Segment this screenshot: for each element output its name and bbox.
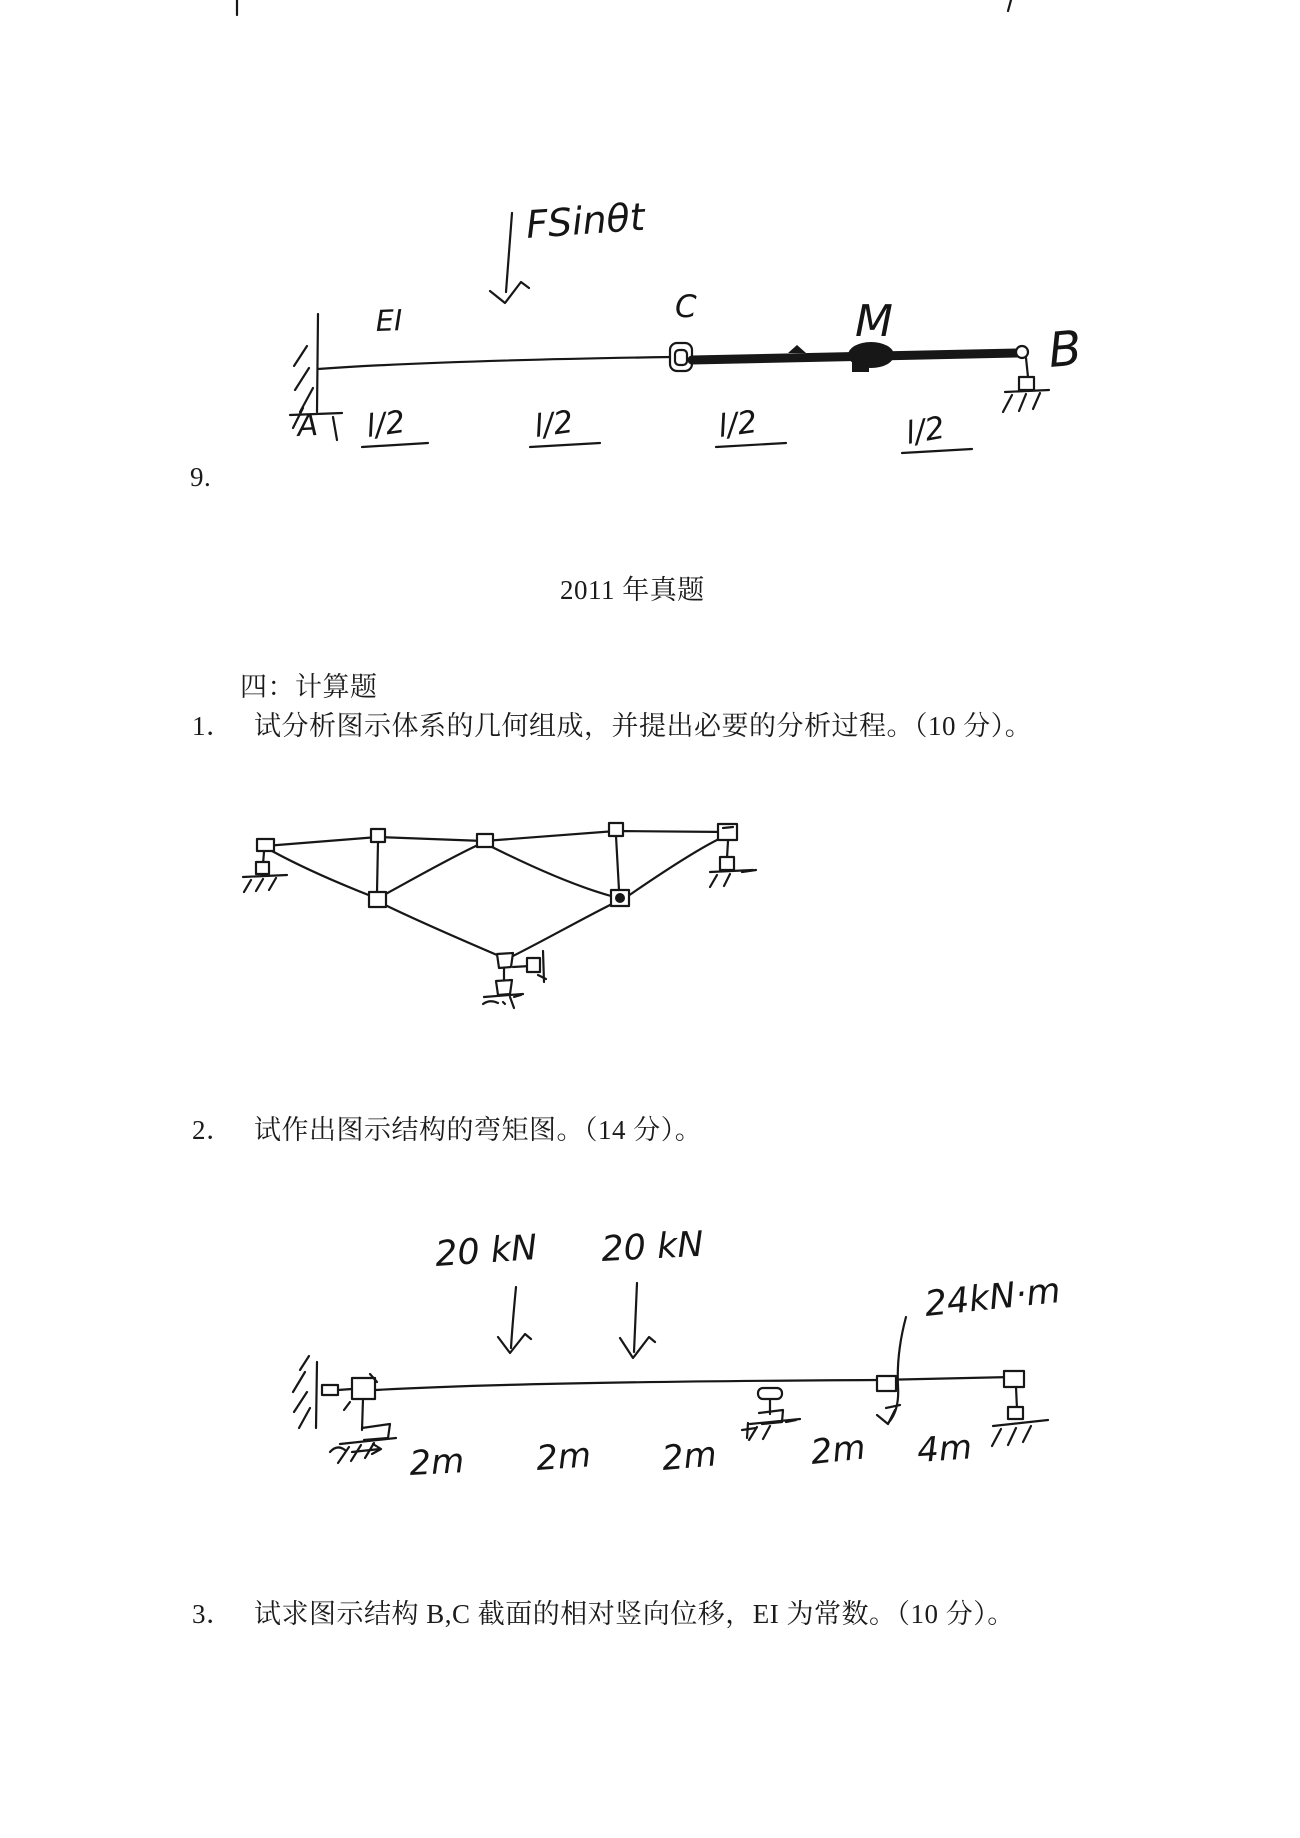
joint-square — [369, 892, 386, 907]
stiffness-label: EI — [375, 303, 404, 338]
dim-label: 2m — [660, 1434, 719, 1479]
moment-label: 24kN·m — [922, 1270, 1063, 1325]
truss-member — [383, 904, 497, 955]
mass-label: M — [855, 296, 893, 347]
scan-artifact — [237, 0, 1011, 15]
joint-square — [371, 829, 385, 842]
hinge-icon — [344, 1374, 377, 1410]
dynamic-load-label: FSinθt — [524, 194, 647, 247]
figure1-dynamic-beam — [290, 195, 1084, 453]
node-a-label: A — [296, 407, 319, 444]
load1-label: 20 kN — [433, 1227, 539, 1275]
joint-square — [611, 890, 629, 906]
fig1-dimension-labels — [362, 404, 972, 453]
load2-label: 20 kN — [600, 1224, 705, 1270]
dim-label: l/2 — [532, 403, 576, 445]
dim-label: l/2 — [364, 403, 408, 445]
fig3-dimension-labels — [408, 1427, 973, 1484]
section-title: 四：计算题 — [240, 672, 378, 702]
joint-square — [609, 823, 623, 836]
truss-member — [490, 846, 611, 896]
truss-member — [628, 838, 721, 896]
question-text: 试作出图示结构的弯矩图。（14 分）。 — [254, 1115, 703, 1145]
hinge-icon — [877, 1376, 896, 1391]
dim-label: l/2 — [716, 403, 760, 445]
joint-square — [718, 824, 737, 840]
question-text: 试分析图示体系的几何组成，并提出必要的分析过程。（10 分）。 — [254, 711, 1033, 741]
support-left — [243, 852, 287, 892]
question-number: 1． — [192, 711, 234, 741]
joint-square — [257, 839, 274, 851]
top-chord — [265, 831, 728, 846]
load-arrow-icon — [490, 213, 529, 303]
node-c-label: C — [675, 289, 697, 325]
fixed-wall-support — [293, 1356, 352, 1428]
truss-member — [616, 836, 619, 890]
question-number: 2． — [192, 1115, 234, 1145]
truss-member — [511, 904, 612, 957]
flexible-beam-line — [318, 357, 672, 369]
figure2-truss-diagram — [243, 823, 756, 1008]
roller-support-middle — [742, 1388, 800, 1440]
dim-label: 4m — [915, 1427, 974, 1471]
dim-label: 2m — [534, 1435, 593, 1479]
beam-line — [375, 1377, 1012, 1390]
dim-label: 2m — [808, 1427, 868, 1473]
support-right — [710, 841, 756, 887]
roller-support-right — [992, 1371, 1048, 1446]
side-link — [513, 951, 546, 982]
figure3-beam-diagram — [293, 1225, 1062, 1484]
load-arrow-icon — [498, 1287, 531, 1353]
truss-member — [382, 845, 478, 896]
exam-year-heading: 2011 年真题 — [560, 575, 705, 605]
question-9-label: 9. — [190, 462, 212, 492]
support-under-hinge — [330, 1399, 396, 1463]
dim-label: l/2 — [903, 409, 948, 452]
support-bottom — [483, 968, 523, 1008]
node-b-label: B — [1046, 320, 1084, 379]
truss-member — [272, 851, 371, 896]
question-number: 3． — [192, 1599, 234, 1629]
question-text: 试求图示结构 B,C 截面的相对竖向位移，EI 为常数。（10 分）。 — [254, 1599, 1015, 1629]
truss-member — [377, 842, 378, 892]
joint-square — [497, 953, 513, 968]
dim-label: 2m — [408, 1441, 466, 1484]
load-arrow-icon — [620, 1283, 655, 1358]
joint-square — [477, 834, 493, 847]
moment-arrow-icon — [877, 1317, 906, 1424]
